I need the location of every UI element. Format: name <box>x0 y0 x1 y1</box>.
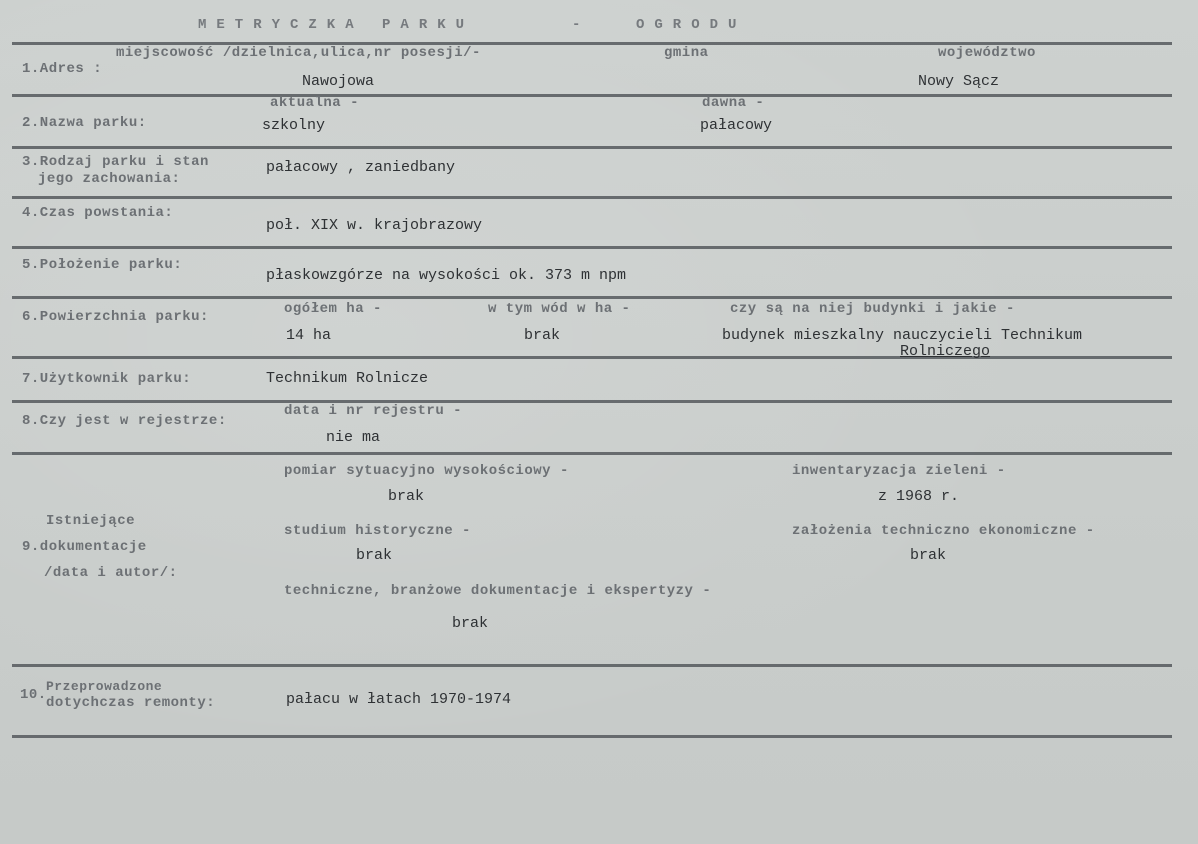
rule-9 <box>12 664 1172 667</box>
rule-7 <box>12 400 1172 403</box>
card-title-dash: - <box>572 17 591 33</box>
docs-history-caption: studium historyczne - <box>284 523 471 539</box>
name-former-caption: dawna - <box>702 95 765 111</box>
type-label-line2: jego zachowania: <box>38 171 181 187</box>
docs-survey-value: brak <box>388 488 425 505</box>
docs-expert-caption: techniczne, branżowe dokumentacje i ekspertyzy - <box>284 583 712 599</box>
area-total-value: 14 ha <box>286 327 332 344</box>
rule-3 <box>12 196 1172 199</box>
area-label: 6.Powierzchnia parku: <box>22 309 209 325</box>
docs-tech-econ-caption: założenia techniczno ekonomiczne - <box>792 523 1095 539</box>
address-place-caption: miejscowość /dzielnica,ulica,nr posesji/- <box>116 45 481 61</box>
area-water-caption: w tym wód w ha - <box>488 301 631 317</box>
name-label: 2.Nazwa parku: <box>22 115 147 131</box>
area-buildings-caption: czy są na niej budynki i jakie - <box>730 301 1015 317</box>
user-value: Technikum Rolnicze <box>266 370 429 387</box>
address-voivodeship-caption: województwo <box>938 45 1036 61</box>
docs-tech-econ-value: brak <box>910 547 947 564</box>
address-voivodeship-value: Nowy Sącz <box>918 73 1000 90</box>
docs-label-line2: 9.dokumentacje <box>22 539 147 555</box>
register-caption: data i nr rejestru - <box>284 403 463 419</box>
location-value: płaskowzgórze na wysokości ok. 373 m npm <box>266 267 627 284</box>
rule-5 <box>12 296 1172 299</box>
location-label: 5.Położenie parku: <box>22 257 183 273</box>
register-value: nie ma <box>326 429 381 446</box>
docs-label-line3: /data i autor/: <box>44 565 178 581</box>
time-value: poł. XIX w. krajobrazowy <box>266 217 483 234</box>
area-water-value: brak <box>524 327 561 344</box>
rule-2 <box>12 146 1172 149</box>
repairs-label-number: 10. <box>20 687 47 703</box>
rule-1 <box>12 94 1172 97</box>
repairs-label-line1: Przeprowadzone <box>46 679 163 694</box>
user-label: 7.Użytkownik parku: <box>22 371 192 387</box>
type-value: pałacowy , zaniedbany <box>266 159 456 176</box>
area-total-caption: ogółem ha - <box>284 301 382 317</box>
address-gmina-caption: gmina <box>664 45 709 61</box>
address-label: 1.Adres : <box>22 61 103 77</box>
area-buildings-value-line1: budynek mieszkalny nauczycieli Technikum <box>722 327 1083 344</box>
docs-label-line1: Istniejące <box>46 513 136 529</box>
rule-4 <box>12 246 1172 249</box>
type-label-line1: 3.Rodzaj parku i stan <box>22 154 209 170</box>
time-label: 4.Czas powstania: <box>22 205 174 221</box>
docs-history-value: brak <box>356 547 393 564</box>
card-title: METRYCZKA PARKU <box>198 17 475 33</box>
name-former-value: pałacowy <box>700 117 773 134</box>
repairs-label-line2: dotychczas remonty: <box>46 695 216 711</box>
docs-inventory-caption: inwentaryzacja zieleni - <box>792 463 1006 479</box>
docs-expert-value: brak <box>452 615 489 632</box>
rule-8 <box>12 452 1172 455</box>
rule-6 <box>12 356 1172 359</box>
rule-10 <box>12 735 1172 738</box>
name-current-value: szkolny <box>262 117 326 134</box>
card-title-garden: OGRODU <box>636 17 747 33</box>
repairs-value: pałacu w łatach 1970-1974 <box>286 691 512 708</box>
register-label: 8.Czy jest w rejestrze: <box>22 413 227 429</box>
name-current-caption: aktualna - <box>270 95 360 111</box>
area-buildings-value-line2: Rolniczego <box>900 343 991 360</box>
docs-survey-caption: pomiar sytuacyjno wysokościowy - <box>284 463 569 479</box>
docs-inventory-value: z 1968 r. <box>878 488 960 505</box>
address-place-value: Nawojowa <box>302 73 375 90</box>
